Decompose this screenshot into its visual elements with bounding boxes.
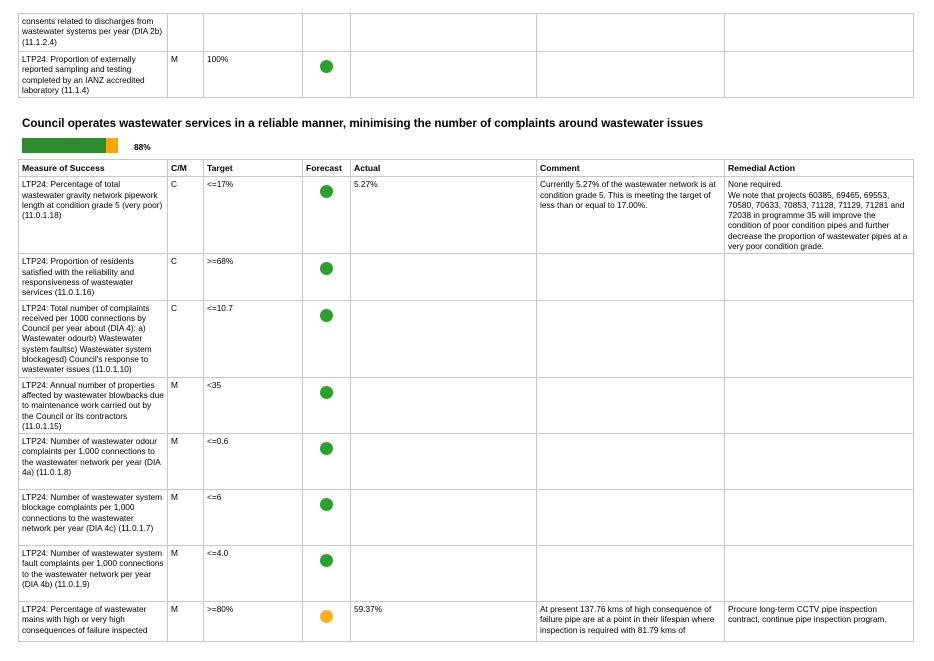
cell-remedial (725, 377, 914, 433)
header-comment: Comment (537, 160, 725, 177)
forecast-green-dot-icon (320, 185, 333, 198)
cell-cm: C (168, 300, 204, 377)
progress-bar-green-segment (22, 138, 106, 153)
cell-remedial (725, 52, 914, 98)
header-forecast: Forecast (303, 160, 351, 177)
measures-table (18, 159, 914, 642)
cell-actual (351, 377, 537, 433)
cell-comment: Currently 5.27% of the wastewater network is at condition grade 5. This is meeting the target of less than or equal to 17.00%. (537, 177, 725, 254)
cell-comment (537, 434, 725, 490)
cell-measure: consents related to discharges from wastewater systems per year (DIA 2b) (11.1.2.4) (19, 14, 168, 52)
section-title: Council operates wastewater services in a reliable manner, minimising the number of complaints around wastewater issues (22, 117, 704, 130)
cell-comment: At present 137.76 kms of high consequence of failure pipe are at a point in their lifespan where inspection is required with 81.79 kms of (537, 602, 725, 642)
cell-target: <=0.6 (204, 434, 303, 490)
cell-cm: M (168, 377, 204, 433)
forecast-green-dot-icon (320, 262, 333, 275)
cell-measure: LTP24: Number of wastewater system blockage complaints per 1,000 connections to the wastewater network per year (DIA 4c) (11.0.1.7) (19, 490, 168, 546)
cell-cm: M (168, 490, 204, 546)
cell-target: 100% (204, 52, 303, 98)
cell-cm: M (168, 602, 204, 642)
forecast-green-dot-icon (320, 60, 333, 73)
cell-cm: M (168, 52, 204, 98)
progress-percent: 88% (134, 142, 151, 152)
cell-comment (537, 377, 725, 433)
cell-comment (537, 14, 725, 52)
header-target: Target (204, 160, 303, 177)
cell-target: <=10.7 (204, 300, 303, 377)
cell-forecast (303, 254, 351, 300)
forecast-green-dot-icon (320, 498, 333, 511)
cell-remedial (725, 254, 914, 300)
forecast-green-dot-icon (320, 386, 333, 399)
table-row (19, 434, 914, 490)
cell-target (204, 14, 303, 52)
cell-forecast (303, 546, 351, 602)
cell-forecast (303, 300, 351, 377)
cell-actual (351, 434, 537, 490)
cell-measure: LTP24: Number of wastewater system fault complaints per 1,000 connections to the wastewater network per year (DIA 4b) (11.0.1.9) (19, 546, 168, 602)
cell-remedial: None required. We note that projects 60385, 69465, 69553, 70580, 70633, 70853, 71128, 71129, 71281 and 72038 in programme 35 will improve the condition of poor condition pipes and further decrease the proportion of wastewater pipes at a very poor condition grade. (725, 177, 914, 254)
table-row (19, 52, 914, 98)
forecast-amber-dot-icon (320, 610, 333, 623)
cell-measure: LTP24: Proportion of residents satisfied with the reliability and responsiveness of wastewater services (11.0.1.16) (19, 254, 168, 300)
table-row (19, 254, 914, 300)
cell-target: >=68% (204, 254, 303, 300)
cell-actual (351, 14, 537, 52)
cell-remedial (725, 546, 914, 602)
cell-actual: 5.27% (351, 177, 537, 254)
cell-remedial (725, 300, 914, 377)
cell-target: <35 (204, 377, 303, 433)
table-row (19, 14, 914, 52)
cell-actual (351, 490, 537, 546)
table-row (19, 490, 914, 546)
cell-comment (537, 254, 725, 300)
cell-forecast (303, 14, 351, 52)
cell-measure: LTP24: Percentage of wastewater mains with high or very high consequences of failure inspected (19, 602, 168, 642)
cell-forecast (303, 377, 351, 433)
cell-forecast (303, 52, 351, 98)
cell-forecast (303, 177, 351, 254)
forecast-green-dot-icon (320, 309, 333, 322)
cell-comment (537, 546, 725, 602)
previous-section-table (18, 13, 914, 98)
table-row (19, 377, 914, 433)
cell-target: >=80% (204, 602, 303, 642)
cell-cm: M (168, 434, 204, 490)
cell-measure: LTP24: Annual number of properties affected by wastewater blowbacks due to maintenance work carried out by the Council or its contractors (11.0.1.15) (19, 377, 168, 433)
header-cm: C/M (168, 160, 204, 177)
table-row (19, 300, 914, 377)
cell-actual (351, 546, 537, 602)
header-measure: Measure of Success (19, 160, 168, 177)
header-actual: Actual (351, 160, 537, 177)
cell-remedial: Procure long-term CCTV pipe inspection contract, continue pipe inspection program. (725, 602, 914, 642)
cell-forecast (303, 434, 351, 490)
forecast-green-dot-icon (320, 554, 333, 567)
cell-actual (351, 254, 537, 300)
cell-measure: LTP24: Proportion of externally reported sampling and testing completed by an IANZ accredited laboratory (11.1.4) (19, 52, 168, 98)
cell-measure: LTP24: Total number of complaints received per 1000 connections by Council per year about (DIA 4): a) Wastewater odourb) Wastewater system faultsc) Wastewater system blockagesd) Council's response to wastewater issues (11.0.1.10) (19, 300, 168, 377)
table-row (19, 546, 914, 602)
forecast-green-dot-icon (320, 442, 333, 455)
progress-bar-amber-segment (106, 138, 118, 153)
header-remedial: Remedial Action (725, 160, 914, 177)
cell-remedial (725, 490, 914, 546)
cell-remedial (725, 434, 914, 490)
table-row (19, 602, 914, 642)
cell-measure: LTP24: Percentage of total wastewater gravity network pipework length at condition grade 5 (very poor) (11.0.1.18) (19, 177, 168, 254)
table-row (19, 177, 914, 254)
cell-target: <=4.0 (204, 546, 303, 602)
cell-target: <=6 (204, 490, 303, 546)
cell-comment (537, 300, 725, 377)
cell-measure: LTP24: Number of wastewater odour complaints per 1,000 connections to the wastewater network per year (DIA 4a) (11.0.1.8) (19, 434, 168, 490)
cell-cm: M (168, 546, 204, 602)
cell-actual (351, 52, 537, 98)
progress-bar (22, 138, 118, 153)
cell-target: <=17% (204, 177, 303, 254)
cell-forecast (303, 602, 351, 642)
cell-actual (351, 300, 537, 377)
cell-comment (537, 490, 725, 546)
cell-forecast (303, 490, 351, 546)
cell-comment (537, 52, 725, 98)
table-header-row (19, 160, 914, 177)
cell-cm: C (168, 254, 204, 300)
cell-cm (168, 14, 204, 52)
cell-cm: C (168, 177, 204, 254)
cell-actual: 59.37% (351, 602, 537, 642)
cell-remedial (725, 14, 914, 52)
